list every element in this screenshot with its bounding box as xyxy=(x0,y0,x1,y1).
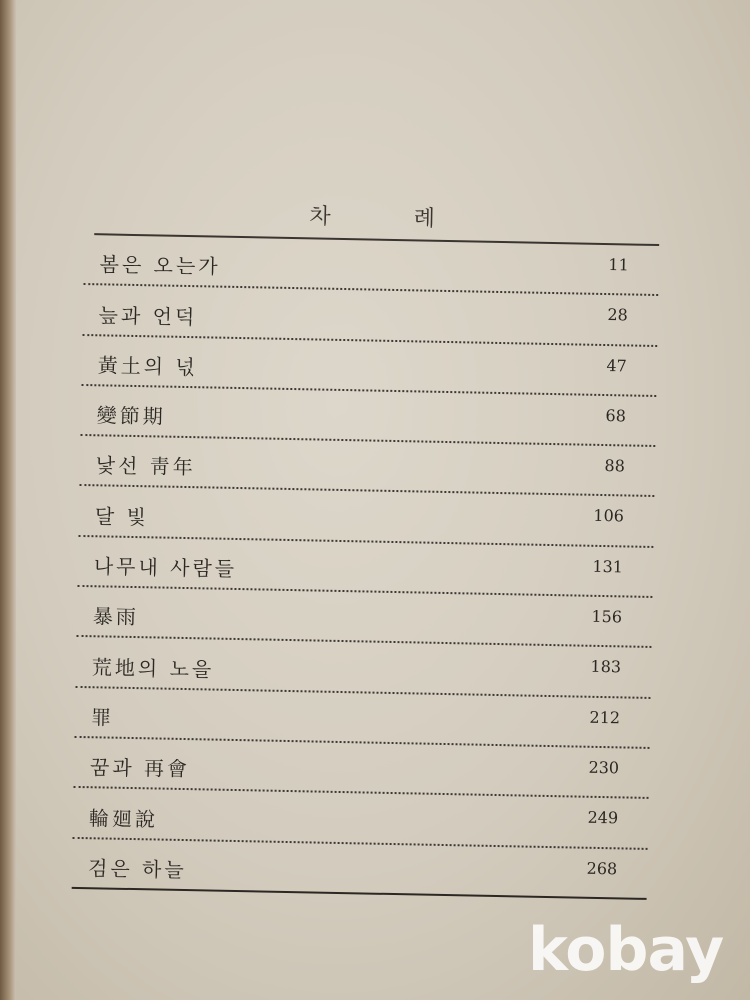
toc-entry-page: 183 xyxy=(590,657,622,677)
toc-entry-page: 11 xyxy=(608,255,629,275)
toc-entry-page: 47 xyxy=(606,355,628,376)
kobay-watermark: kobay xyxy=(528,915,724,985)
toc-entry-page: 28 xyxy=(607,305,628,325)
toc-entry-page: 88 xyxy=(604,456,626,476)
toc-entry-title: 검은 하늘 xyxy=(87,856,187,882)
toc-entry-page: 230 xyxy=(588,757,620,778)
toc-entry-title: 늪과 언덕 xyxy=(98,302,198,329)
toc-entry xyxy=(72,838,648,899)
toc-entry-title: 낯선 靑年 xyxy=(95,453,197,480)
table-of-contents xyxy=(72,195,660,900)
toc-title: 차 례 xyxy=(309,204,474,233)
toc-entry-title: 黃土의 넋 xyxy=(97,353,198,380)
toc-entry-page: 131 xyxy=(592,556,624,577)
toc-entry-page: 106 xyxy=(593,506,625,526)
toc-entry-title: 나무내 사람들 xyxy=(93,554,238,582)
toc-entry-page: 212 xyxy=(589,707,621,728)
toc-entry-title: 荒地의 노을 xyxy=(91,654,215,682)
toc-entry-title: 꿈과 再會 xyxy=(89,755,191,782)
toc-entry-title: 變節期 xyxy=(96,403,166,429)
toc-entry-page: 249 xyxy=(587,808,619,828)
toc-entry-title: 輪廻說 xyxy=(88,805,159,832)
toc-entry-title: 罪 xyxy=(90,705,115,730)
toc-entry-page: 68 xyxy=(605,405,627,426)
toc-entry-title: 달 빛 xyxy=(94,504,150,530)
toc-entry-title: 暴雨 xyxy=(92,604,140,630)
toc-entry-title: 봄은 오는가 xyxy=(99,252,221,279)
page-gutter-shadow xyxy=(0,0,16,1000)
toc-entry-page: 268 xyxy=(586,858,618,878)
toc-entry-page: 156 xyxy=(591,606,623,627)
